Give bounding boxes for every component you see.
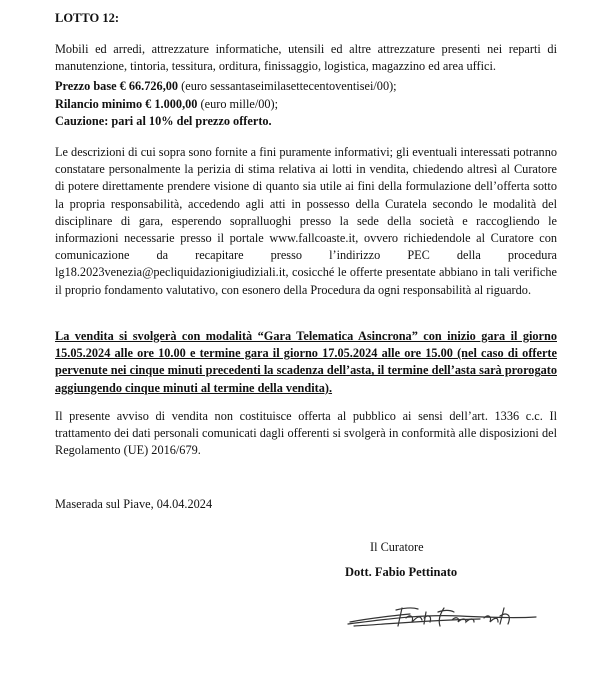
sale-terms-paragraph: La vendita si svolgerà con modalità “Gara Telematica Asincrona” con inizio gara il giorno 15.05.2024 alle ore 10.00 e termine gara il giorno 17.05.2024 alle ore 15.00 (nel caso di offerte pervenute nei cinque minuti precedenti la scadenza dell’asta, il termine dell’asta sarà prorogato aggiungendo cinque minuti al termine della vendita). (55, 329, 557, 395)
lot-description: Mobili ed arredi, attrezzature informatiche, utensili ed altre attrezzature presenti nei reparti di manutenzione, tintoria, tessitura, orditura, finissaggio, logistica, magazzino ed area uffici. (55, 42, 557, 74)
base-price-line (55, 78, 557, 96)
curator-title: Il Curatore (370, 540, 424, 554)
signature-icon (340, 600, 540, 634)
deposit-line: Cauzione: pari al 10% del prezzo offerto. (55, 114, 272, 128)
privacy-paragraph: Il presente avviso di vendita non costituisce offerta al pubblico ai sensi dell’art. 1336 c.c. Il trattamento dei dati personali comunicati dagli offerenti si svolgerà in conformità alle disposizioni del Regolamento (UE) 2016/679. (55, 409, 557, 458)
place-date: Maserada sul Piave, 04.04.2024 (55, 497, 213, 511)
price-block (55, 78, 557, 131)
min-raise-line (55, 96, 557, 114)
min-raise-label: Rilancio minimo € 1.000,00 (55, 96, 198, 111)
base-price-words: (euro sessantaseimilasettecentoventisei/00); (178, 79, 397, 93)
base-price-label: Prezzo base € 66.726,00 (55, 79, 179, 93)
curator-name: Dott. Fabio Pettinato (345, 565, 458, 579)
lot-heading: LOTTO 12: (55, 11, 120, 25)
info-paragraph: Le descrizioni di cui sopra sono fornite a fini puramente informativi; gli eventuali interessati potranno constatare personalmente la perizia di stima relativa ai lotti in vendita, chiedendo altresì al Curatore di potere direttamente prendere visione di quanto sia utile ai fini della formulazione dell’offerta sotto la propria responsabilità, accedendo agli atti in possesso della Curatela secondo le modalità del disciplinare di gara, esperendo sopralluoghi presso la sede della società e raccogliendo le informazioni necessarie presso il portale www.fallcoaste.it, ovvero richiedendole al Curatore con comunicazione da recapitare presso l’indirizzo PEC della procedura lg18.2023venezia@pecliquidazionigiudiziali.it, cosicché le offerte presentate abbiano in tali verifiche il proprio fondamento valutativo, con esonero della Procedura da ogni responsabilità al riguardo. (55, 145, 557, 297)
min-raise-words: (euro mille/00); (197, 96, 279, 111)
